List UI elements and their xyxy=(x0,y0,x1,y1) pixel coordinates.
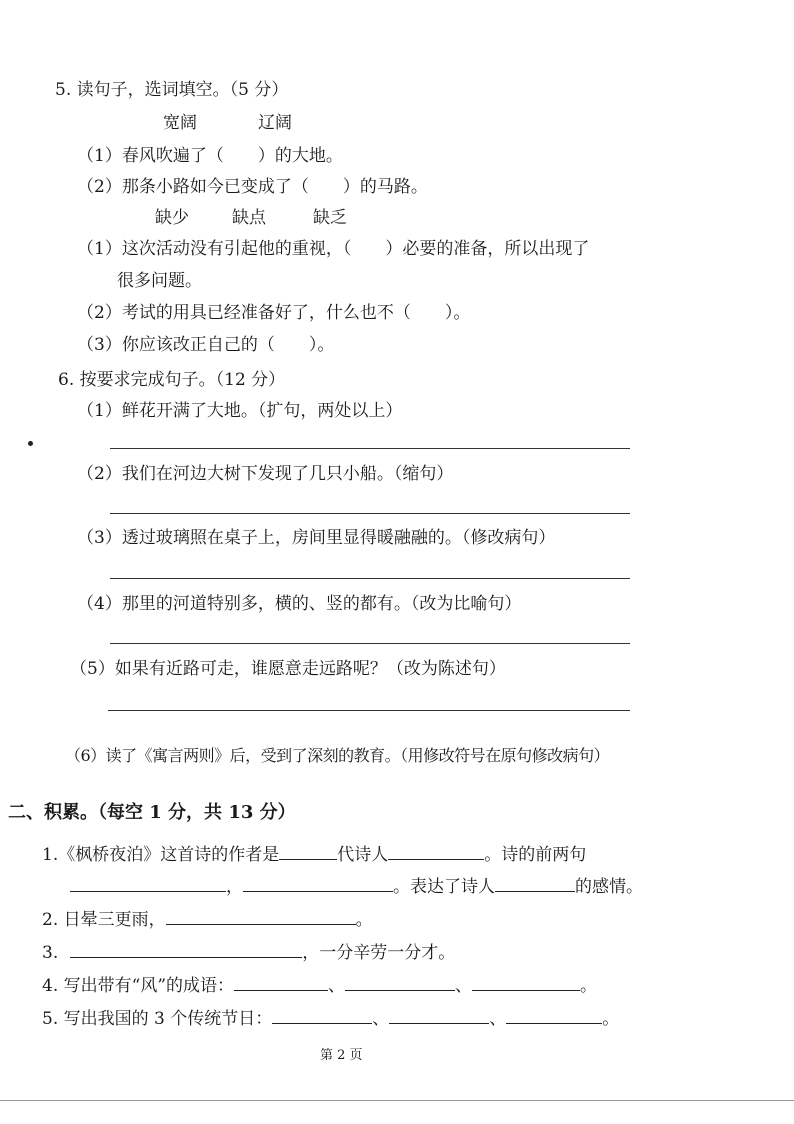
s2-q5-sep-2: 、 xyxy=(489,1009,507,1029)
page-bottom-rule xyxy=(0,1100,794,1101)
s2-q4-blank-1[interactable] xyxy=(234,972,328,991)
s2-q1-comma: ， xyxy=(226,877,243,897)
s2-q2-end: 。 xyxy=(355,910,373,930)
q5-item-a2: （2）那条小路如今已变成了（ ）的马路。 xyxy=(77,177,428,197)
s2-q5-blank-1[interactable] xyxy=(272,1005,372,1024)
q6-answer-line-2[interactable] xyxy=(110,513,630,514)
s2-q1-blank-line2[interactable] xyxy=(243,873,393,892)
q6-item-1: （1）鲜花开满了大地。（扩句，两处以上） xyxy=(77,401,403,421)
q5-item-b1: （1）这次活动没有引起他的重视，（ ）必要的准备，所以出现了 xyxy=(77,239,590,259)
s2-q4-text: 4. 写出带有“风”的成语： xyxy=(42,976,235,996)
s2-q5-blank-3[interactable] xyxy=(506,1005,602,1024)
s2-q1-line2 xyxy=(70,873,643,898)
q5-word-quefa: 缺乏 xyxy=(313,208,347,228)
s2-q3 xyxy=(42,939,455,964)
s2-q4 xyxy=(42,972,597,997)
s2-q5 xyxy=(42,1005,619,1030)
s2-q4-blank-2[interactable] xyxy=(345,972,455,991)
s2-q3-num: 3. xyxy=(42,943,59,963)
q5-item-a1: （1）春风吹遍了（ ）的大地。 xyxy=(77,146,343,166)
q6-answer-line-5[interactable] xyxy=(108,710,630,711)
s2-q1-text-d: 。表达了诗人 xyxy=(393,877,495,897)
s2-q1-line1 xyxy=(42,841,586,866)
q6-item-2: （2）我们在河边大树下发现了几只小船。（缩句） xyxy=(77,464,454,484)
q5-item-b2: （2）考试的用具已经准备好了，什么也不（ ）。 xyxy=(77,303,471,323)
q6-item-3: （3）透过玻璃照在桌子上，房间里显得暖融融的。（修改病句） xyxy=(77,528,556,548)
s2-q5-blank-2[interactable] xyxy=(389,1005,489,1024)
s2-q4-sep-1: 、 xyxy=(328,976,346,996)
s2-q1-blank-poet[interactable] xyxy=(388,841,484,860)
q5-word-quedian: 缺点 xyxy=(232,208,266,228)
s2-q2-blank[interactable] xyxy=(166,906,356,925)
q6-item-5: （5）如果有近路可走，谁愿意走远路呢？（改为陈述句） xyxy=(70,659,506,679)
s2-q1-text-c: 。诗的前两句 xyxy=(484,845,587,865)
q6-title: 6. 按要求完成句子。（12 分） xyxy=(58,370,286,390)
ink-dot xyxy=(28,441,33,446)
s2-q5-end: 。 xyxy=(602,1009,620,1029)
q6-item-6: （6）读了《寓言两则》后，受到了深刻的教育。（用修改符号在原句修改病句） xyxy=(65,746,610,765)
q6-answer-line-3[interactable] xyxy=(110,578,630,579)
s2-q4-sep-2: 、 xyxy=(455,976,473,996)
q5-item-b3: （3）你应该改正自己的（ ）。 xyxy=(77,335,335,355)
s2-q1-text-b: 代诗人 xyxy=(337,845,389,865)
q6-answer-line-4[interactable] xyxy=(110,643,630,644)
q5-item-b1-cont: 很多问题。 xyxy=(117,271,202,291)
s2-q2-text: 2. 日晕三更雨， xyxy=(42,910,166,930)
s2-q1-text-a: 1.《枫桥夜泊》这首诗的作者是 xyxy=(42,845,280,865)
s2-q3-text: ，一分辛劳一分才。 xyxy=(302,943,456,963)
s2-q2 xyxy=(42,906,373,931)
s2-q1-text-e: 的感情。 xyxy=(575,877,643,897)
q6-answer-line-1[interactable] xyxy=(110,448,630,449)
s2-q4-blank-3[interactable] xyxy=(472,972,580,991)
s2-q1-blank-feeling[interactable] xyxy=(495,873,575,892)
section2-title: 二、积累。（每空 1 分，共 13 分） xyxy=(8,802,296,823)
q6-item-4: （4）那里的河道特别多，横的、竖的都有。（改为比喻句） xyxy=(77,594,522,614)
s2-q3-blank[interactable] xyxy=(70,939,302,958)
q5-word-liaokuo: 辽阔 xyxy=(258,113,292,133)
q5-title: 5. 读句子，选词填空。（5 分） xyxy=(55,80,289,100)
page-number: 第 2 页 xyxy=(320,1048,363,1063)
s2-q5-text: 5. 写出我国的 3 个传统节日： xyxy=(42,1009,273,1029)
s2-q1-blank-dynasty[interactable] xyxy=(279,841,337,860)
q5-word-kuankuo: 宽阔 xyxy=(163,113,197,133)
s2-q1-blank-line1[interactable] xyxy=(70,873,226,892)
q5-word-queshao: 缺少 xyxy=(155,208,189,228)
s2-q4-end: 。 xyxy=(580,976,598,996)
s2-q5-sep-1: 、 xyxy=(372,1009,390,1029)
